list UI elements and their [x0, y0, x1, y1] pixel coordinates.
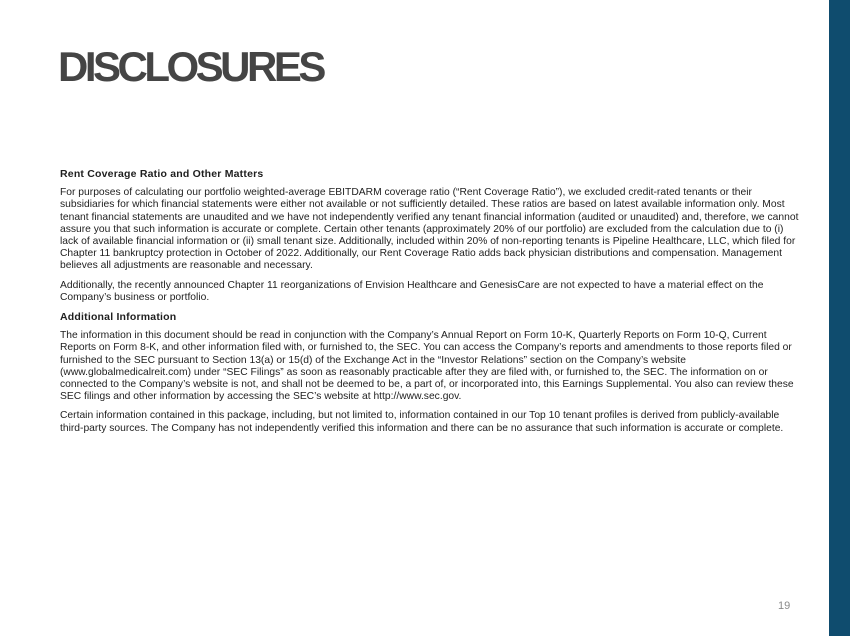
- section-heading-additional-information: Additional Information: [60, 311, 177, 324]
- additional-information-paragraph-2: Certain information contained in this package, including, but not limited to, information contained in our Top 10 tenant profiles is derived from publicly-available third-party sources. The Company has not independently verified this information and there can be no assurance that such information is accurate or complete.: [60, 410, 784, 434]
- rent-coverage-paragraph-1: For purposes of calculating our portfolio weighted-average EBITDARM coverage ratio (“Rent Coverage Ratio”), we excluded credit-rated tenants or their subsidiaries for which financial statements were either not available or not sufficiently detailed. These ratios are based on latest available information only. Most tenant financial statements are unaudited and we have not independently verified any tenant financial information (audited or unaudited) and, therefore, we cannot assure you that such information is accurate or complete. Certain other tenants (approximately 20% of our portfolio) are excluded from the calculation due to (i) lack of available financial information or (ii) small tenant size. Additionally, included within 20% of non-reporting tenants is Pipeline Healthcare, LLC, which filed for Chapter 11 bankruptcy protection in October of 2022. Additionally, our Rent Coverage Ratio adds back physician distributions and compensation. Management believes all adjustments are reasonable and necessary.: [60, 187, 799, 272]
- additional-information-paragraph-1: The information in this document should be read in conjunction with the Company’s Annual Report on Form 10-K, Quarterly Reports on Form 10-Q, Current Reports on Form 8-K, and other information filed with, or furnished to, the SEC. You can access the Company’s reports and amendments to those reports filed or furnished to the SEC pursuant to Section 13(a) or 15(d) of the Exchange Act in the “Investor Relations” section on the Company’s website (www.globalmedicalreit.com) under “SEC Filings” as soon as reasonably practicable after they are filed with, or furnished to, the SEC. The information on or connected to the Company’s website is not, and shall not be deemed to be, a part of, or incorporated into, this Earnings Supplemental. You also can review these SEC filings and other information by accessing the SEC’s website at http://www.sec.gov.: [60, 330, 794, 403]
- rent-coverage-paragraph-2: Additionally, the recently announced Chapter 11 reorganizations of Envision Healthcare and GenesisCare are not expected to have a material effect on the Company’s business or portfolio.: [60, 279, 764, 303]
- section-heading-rent-coverage: Rent Coverage Ratio and Other Matters: [60, 168, 264, 180]
- page-title: DISCLOSURES: [58, 43, 323, 90]
- page-number: 19: [778, 600, 791, 612]
- accent-side-bar: [829, 0, 850, 636]
- disclosures-body: [60, 168, 800, 442]
